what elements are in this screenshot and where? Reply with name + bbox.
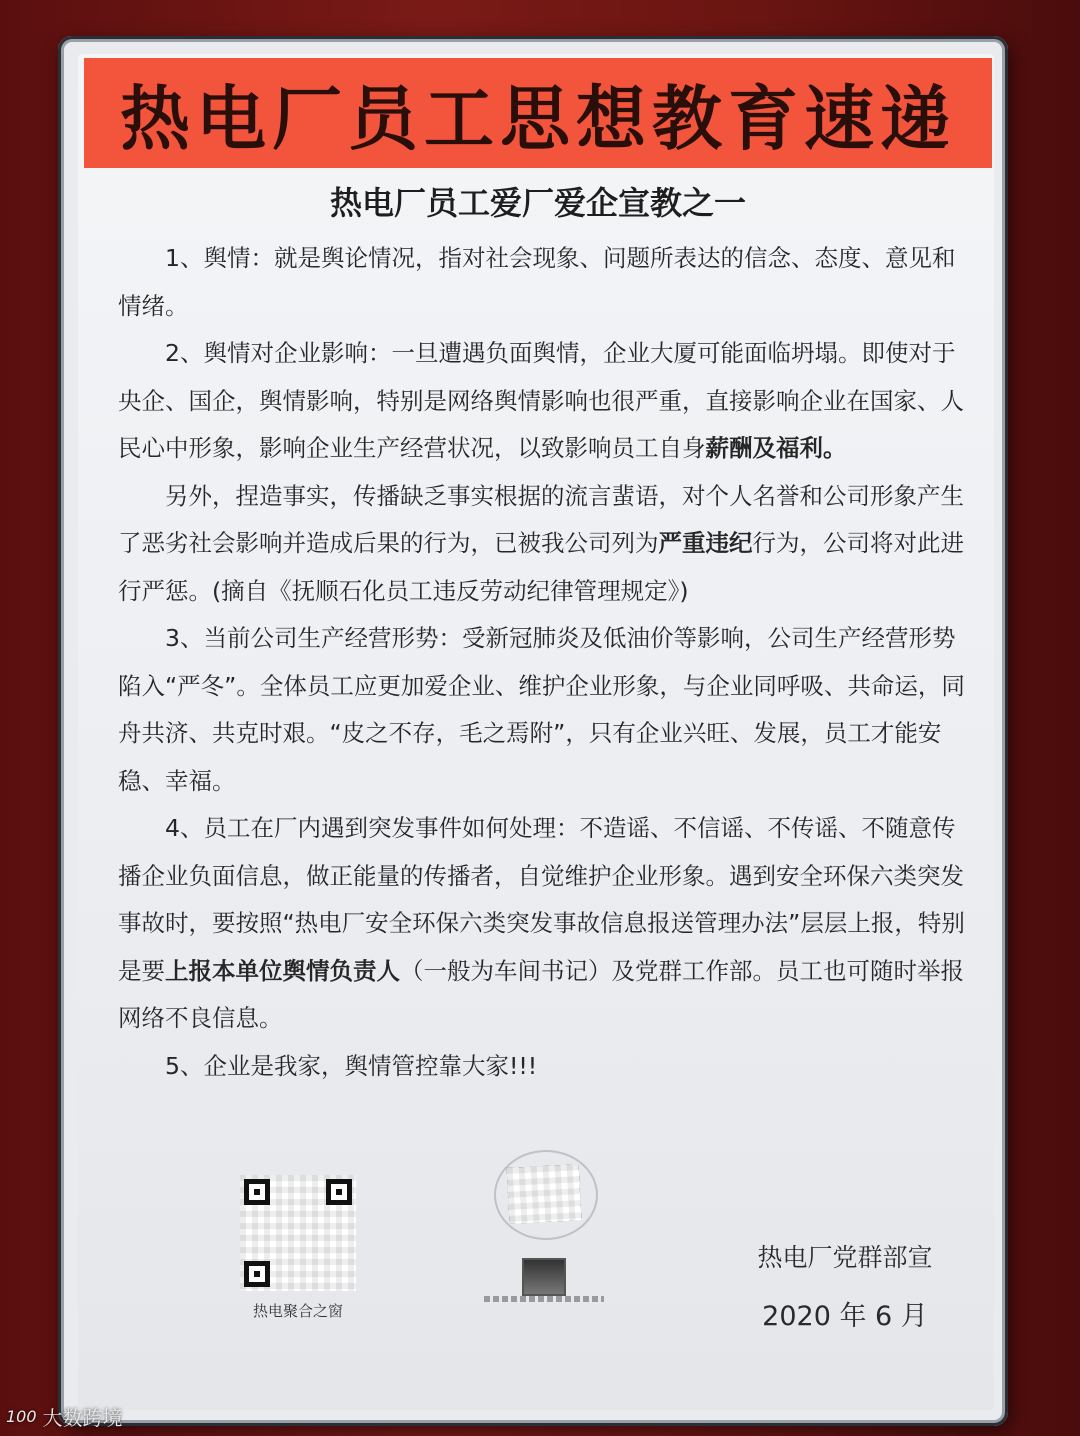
paragraph-6: 5、企业是我家，舆情管控靠大家!!! [165,1051,538,1080]
banner-title: 热电厂员工思想教育速递 [120,76,956,160]
qr-finder-icon [244,1179,270,1205]
paragraph-5 [118,805,974,1043]
qr-code-label: 热电聚合之窗 [252,1302,343,1320]
small-caption-blur [484,1296,604,1302]
qr-code-icon [240,1175,356,1291]
paragraph-2 [118,330,974,473]
paragraph-5-text: 4、员工在厂内遇到突发事件如何处理：不造谣、不信谣、不传谣、不随意传播企业负面信息，做正能量的传播者，自觉维护企业形象。遇到安全环保六类突发事故时，要按照“热电厂安全环保六类突发事故信息报送管理办法”层层上报，特别是要 [118,814,965,985]
notice-body [118,235,974,1090]
paragraph-4: 3、当前公司生产经营形势：受新冠肺炎及低油价等影响，公司生产经营形势陷入“严冬”。全体员工应更加爱企业、维护企业形象，与企业同呼吸、共命运，同舟共济、共克时艰。“皮之不存，毛之焉附”，只有企业兴旺、发展，员工才能安稳、幸福。 [118,624,965,795]
paragraph-5-tail: （一般为车间书记）及党群工作部。员工也可随时举报网络不良信息。 [118,956,964,1032]
paragraph-3-text: 另外，捏造事实，传播缺乏事实根据的流言蜚语，对个人名誉和公司形象产生了恶劣社会影响并造成后果的行为，已被我公司列为 [118,481,964,557]
header-banner [84,58,992,168]
paragraph-5-emphasis: 上报本单位舆情负责人 [165,956,400,985]
small-photo-icon [522,1258,566,1296]
qr-finder-icon [326,1179,352,1205]
watermark-logo-icon: 100 [6,1407,37,1426]
paragraph-3-emphasis: 严重违纪 [658,529,753,557]
signer: 热电厂党群部宣 [757,1243,933,1272]
paragraph-3 [118,473,974,616]
qr-finder-icon [244,1261,270,1287]
paragraph-3-tail: 行为，公司将对此进行严惩。(摘自《抚顺石化员工违反劳动纪律管理规定》) [118,529,964,605]
watermark [6,1402,123,1431]
notice-subtitle: 热电厂员工爱厂爱企宣教之一 [329,184,746,222]
issue-date: 2020 年 6 月 [762,1301,928,1332]
watermark-text: 大数跨境 [42,1406,123,1430]
paragraph-2-emphasis: 薪酬及福利。 [705,434,847,462]
qr-code-small-icon [507,1164,582,1224]
paragraph-1: 1、舆情：就是舆论情况，指对社会现象、问题所表达的信念、态度、意见和情绪。 [118,244,956,320]
paragraph-2-text: 2、舆情对企业影响：一旦遭遇负面舆情，企业大厦可能面临坍塌。即使对于央企、国企，舆情影响，特别是网络舆情影响也很严重，直接影响企业在国家、人民心中形象，影响企业生产经营状况，以致影响员工自身 [118,339,964,462]
